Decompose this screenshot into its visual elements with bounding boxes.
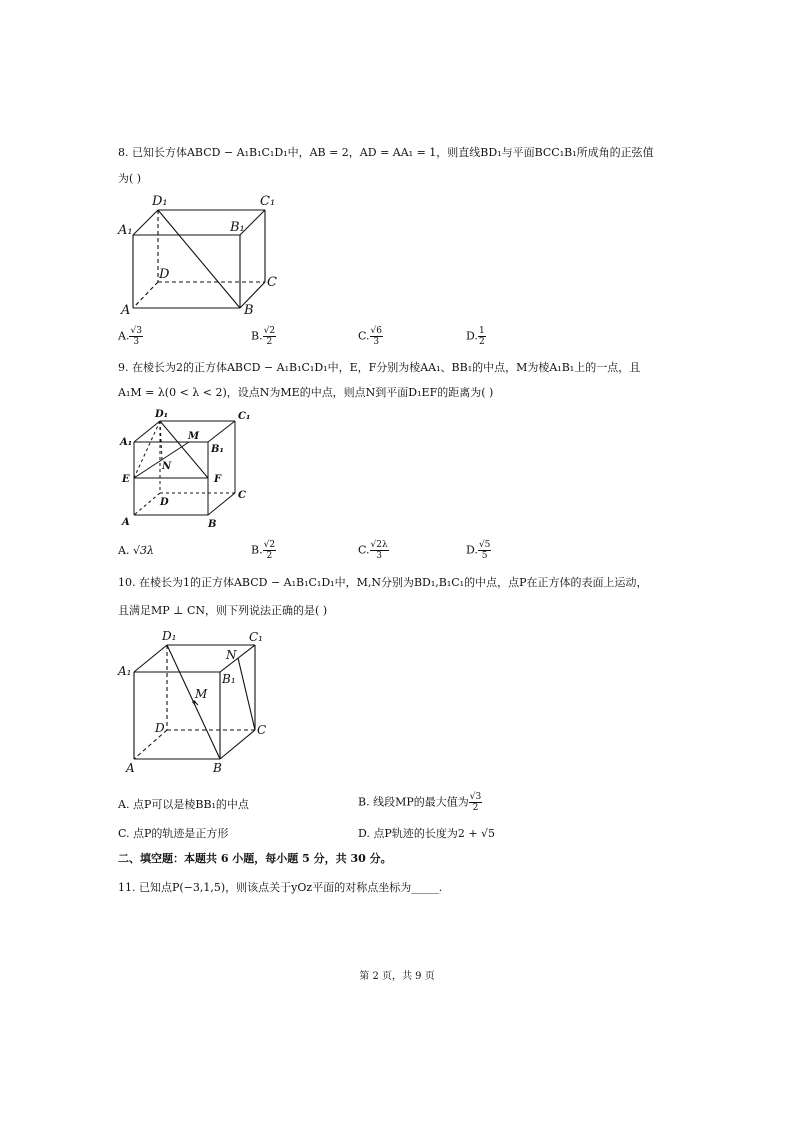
q10-option-c[interactable] — [118, 825, 228, 841]
option-letter: C. — [358, 543, 370, 557]
q9-label-c1: C₁ — [238, 411, 251, 422]
q10-label-d: D — [155, 721, 165, 735]
q8-label-b: B — [244, 303, 254, 318]
q10-option-d[interactable] — [358, 825, 495, 841]
q9-label-f: F — [214, 474, 222, 485]
option-letter: B. — [251, 329, 263, 343]
option-letter: D. — [466, 329, 478, 343]
q8-label-a: A — [121, 303, 131, 318]
q8-label-b1: B₁ — [230, 220, 245, 235]
q9-label-c: C — [238, 490, 246, 501]
q9-stem-line1: 9. 在棱长为2的正方体ABCD − A₁B₁C₁D₁中，E，F分别为棱AA₁、BB₁的中点，M为棱A₁B₁上的一点，且 — [118, 361, 641, 374]
q9-cube-figure — [112, 405, 262, 535]
option-denominator: 5 — [481, 551, 488, 561]
q9-label-b: B — [208, 519, 217, 530]
option-text: 点P的轨迹是正方形 — [133, 827, 229, 840]
option-letter: B. — [358, 795, 370, 809]
q10-label-c: C — [257, 723, 267, 737]
option-numerator: √3 — [469, 792, 482, 802]
q10-label-n: N — [226, 648, 237, 662]
q10-option-b[interactable] — [358, 792, 482, 813]
q8-stem-line1: 8. 已知长方体ABCD − A₁B₁C₁D₁中，AB = 2，AD = AA₁ = 1，则直线BD₁与平面BCC₁B₁所成角的正弦值 — [118, 146, 654, 159]
option-numerator: √6 — [370, 326, 382, 336]
option-text: 点P轨迹的长度为2 + √5 — [373, 827, 496, 840]
q10-stem-line2: 且满足MP ⊥ CN，则下列说法正确的是( ) — [118, 604, 328, 617]
option-letter: A. — [118, 798, 130, 811]
q10-cube-figure — [112, 625, 282, 775]
q9-label-d1: D₁ — [155, 409, 169, 420]
option-denominator: 2 — [266, 551, 273, 561]
q8-stem-line2: 为( ) — [118, 172, 142, 185]
q10-option-a[interactable] — [118, 796, 249, 812]
option-numerator: √2λ — [370, 540, 388, 550]
option-letter: B. — [251, 543, 263, 557]
option-letter: A. — [118, 329, 130, 343]
option-denominator: 2 — [266, 337, 273, 347]
q8-option-b[interactable] — [251, 326, 276, 347]
q10-label-c1: C₁ — [249, 630, 263, 644]
q9-label-e: E — [122, 474, 130, 485]
q8-label-c: C — [267, 275, 277, 290]
q8-option-a[interactable] — [118, 326, 143, 347]
q10-label-m: M — [195, 687, 208, 701]
q8-option-d[interactable] — [466, 326, 486, 347]
option-numerator: 1 — [478, 326, 485, 336]
option-text: 线段MP的最大值为 — [373, 795, 469, 809]
q9-label-a: A — [122, 517, 130, 528]
q9-option-d[interactable] — [466, 540, 491, 561]
option-numerator: √5 — [478, 540, 491, 550]
q9-option-c[interactable] — [358, 540, 389, 561]
option-denominator: 2 — [478, 337, 485, 347]
option-letter: A. — [118, 544, 130, 557]
q8-cuboid-figure — [110, 190, 290, 320]
option-numerator: √2 — [263, 540, 276, 550]
q8-option-c[interactable] — [358, 326, 383, 347]
q9-option-b[interactable] — [251, 540, 276, 561]
option-numerator: √2 — [263, 326, 276, 336]
option-letter: D. — [466, 543, 478, 557]
q10-label-b: B — [213, 761, 222, 775]
q10-label-d1: D₁ — [162, 629, 177, 643]
option-denominator: 3 — [376, 551, 382, 561]
q9-label-b1: B₁ — [211, 444, 224, 455]
option-denominator: 3 — [133, 337, 140, 347]
q9-stem-line2: A₁M = λ(0 < λ < 2)，设点N为ME的中点，则点N到平面D₁EF的距离为( ) — [118, 386, 494, 399]
q8-label-d1: D₁ — [152, 194, 168, 209]
section-heading-fill-in: 二、填空题：本题共 6 小题，每小题 5 分，共 30 分。 — [118, 852, 392, 865]
q9-label-m: M — [188, 431, 200, 442]
q8-label-d: D — [159, 267, 170, 282]
q9-label-d: D — [160, 497, 169, 508]
page-footer: 第 2 页，共 9 页 — [359, 971, 435, 982]
option-denominator: 2 — [472, 803, 479, 813]
option-letter: D. — [358, 827, 370, 840]
q9-option-a[interactable] — [118, 544, 154, 557]
q10-label-b1: B₁ — [222, 672, 236, 686]
q9-label-n: N — [162, 461, 172, 472]
option-text: √3λ — [132, 544, 154, 557]
q11-stem: 11. 已知点P(−3,1,5)，则该点关于yOz平面的对称点坐标为_____. — [118, 881, 443, 894]
option-denominator: 3 — [373, 337, 380, 347]
option-letter: C. — [358, 329, 370, 343]
q10-stem-line1: 10. 在棱长为1的正方体ABCD − A₁B₁C₁D₁中，M,N分别为BD₁,B₁C₁的中点，点P在正方体的表面上运动， — [118, 576, 648, 589]
option-text: 点P可以是棱BB₁的中点 — [132, 798, 249, 811]
option-numerator: √3 — [130, 326, 142, 336]
q10-label-a1: A₁ — [118, 664, 132, 678]
q10-label-a: A — [126, 761, 135, 775]
q8-label-a1: A₁ — [118, 223, 133, 238]
q9-label-a1: A₁ — [120, 437, 133, 448]
q8-label-c1: C₁ — [260, 194, 276, 209]
option-letter: C. — [118, 827, 130, 840]
